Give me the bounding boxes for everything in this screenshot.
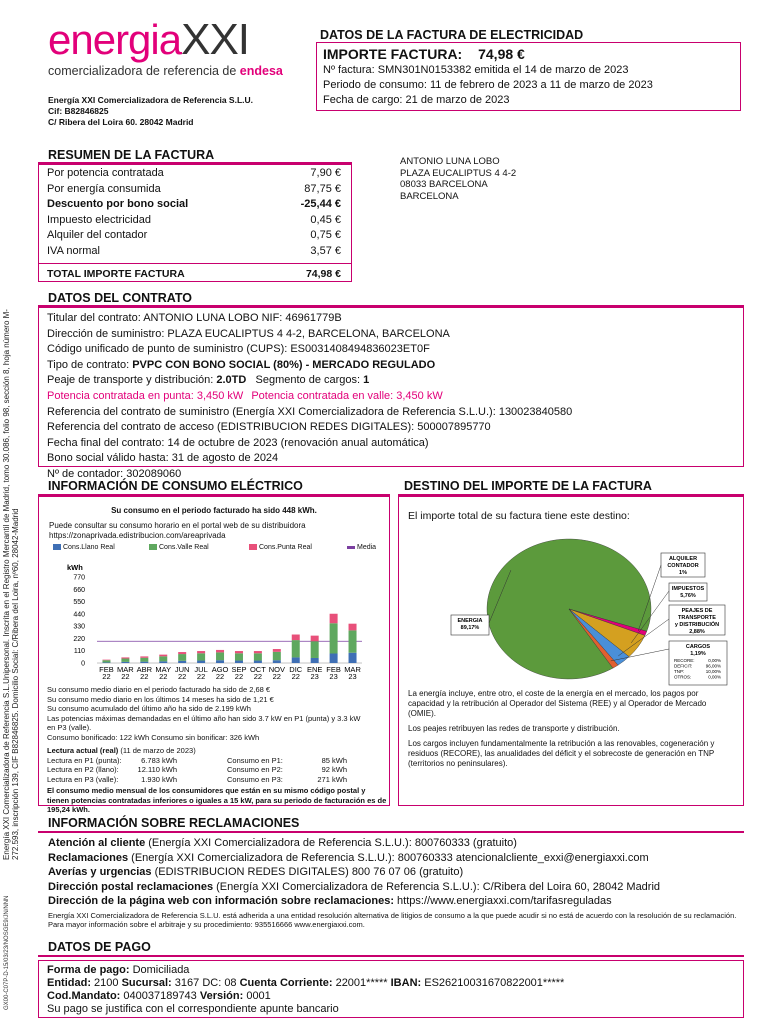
bar-segment [216, 652, 224, 660]
claims-title: INFORMACIÓN SOBRE RECLAMACIONES [48, 816, 300, 830]
cargos-detail-value: 0,00% [708, 658, 721, 663]
bar-segment [330, 614, 338, 623]
y-tick-label: 220 [73, 635, 85, 643]
pie-label-text: ALQUILER [668, 556, 698, 562]
destination-paragraphs: La energía incluye, entre otro, el coste de la energía en el mercado, los pagos por capacidad y la retribución al Operador del Sistema (REE) y al Operador de Mercado (OMIE). Los peajes retribuyen las redes de transporte y distribución. Los cargos incluyen fundamentalmente la retribución a las renovables, cogeneración y residuos (RECORE), las anualidades del déficit y el sobrecoste de generación en TNP (territorios no peninsulares). [408, 689, 715, 768]
logo-tagline: comercializadora de referencia de [48, 64, 237, 78]
claims-line: Averías y urgencias (EDISTRIBUCION REDES DIGITALES) 800 76 07 06 (gratuito) [48, 866, 464, 878]
bar-segment [235, 651, 243, 653]
claims-content [48, 836, 744, 930]
summary-row-energy: Por energía consumida 87,75 € [47, 182, 341, 195]
invoice-charge-date: Fecha de cargo: 21 de marzo de 2023 [323, 94, 510, 106]
contract-meter: Nº de contador: 302089060 [47, 467, 182, 480]
claims-line: Dirección de la página web con información sobre reclamaciones: https://www.energiaxxi.com/tarifasreguladas [48, 895, 612, 907]
x-tick-label: NOV [268, 665, 285, 674]
legend-punta: Cons.Punta Real [249, 544, 347, 551]
x-tick-label: 23 [329, 672, 338, 681]
payment-mandate: Cod.Mandato: 040037189743 Versión: 0001 [47, 990, 271, 1002]
payment-box [38, 960, 744, 1018]
recipient-address: ANTONIO LUNA LOBO PLAZA EUCALIPTUS 4 4-2 08033 BARCELONA BARCELONA [400, 156, 517, 202]
bar-segment [216, 660, 224, 663]
y-tick-label: 440 [73, 611, 85, 619]
pie-label-text: 2,88% [689, 629, 705, 635]
contract-type: Tipo de contrato: PVPC CON BONO SOCIAL (80%) - MERCADO REGULADO [47, 358, 436, 371]
bar-segment [197, 651, 205, 653]
pie-label-text: 1,19% [690, 651, 706, 657]
bar-segment [273, 649, 281, 652]
contract-toll: Peaje de transporte y distribución: 2.0TD Segmento de cargos: 1 [47, 374, 370, 387]
claims-line: Dirección postal reclamaciones (Energía XXI Comercializadora de Referencia S.L.U.): C/Ribera del Loira 60, 28042 Madrid [48, 880, 661, 893]
contract-title: DATOS DEL CONTRATO [48, 291, 192, 305]
reading-title: Lectura actual (real) (11 de marzo de 2023) [47, 746, 196, 755]
bar-segment [197, 653, 205, 660]
reading-row: Lectura en P1 (punta): 6.783 kWh Consumo en P1: 85 kWh [47, 755, 347, 765]
y-tick-label: 110 [73, 648, 85, 656]
x-tick-label: 23 [310, 672, 319, 681]
pie-label-text: PEAJES DE [681, 608, 713, 614]
contract-holder: Titular del contrato: ANTONIO LUNA LOBO NIF: 46961779B [47, 312, 342, 324]
contract-end-date: Fecha final del contrato: 14 de octubre de 2023 (renovación anual automática) [47, 436, 429, 449]
x-tick-label: MAR [344, 665, 361, 674]
bar-segment [140, 656, 148, 657]
contract-bono: Bono social válido hasta: 31 de agosto de 2024 [47, 452, 279, 465]
destination-intro: El importe total de su factura tiene este destino: [408, 510, 630, 522]
x-tick-label: 22 [291, 672, 300, 681]
cargos-detail-label: OTROS: [674, 674, 692, 680]
contract-power: Potencia contratada en punta: 3,450 kW Potencia contratada en valle: 3,450 kW [47, 389, 443, 402]
x-tick-label: 22 [140, 672, 149, 681]
bar-segment [254, 651, 262, 653]
y-tick-label: 330 [73, 623, 85, 631]
legend-llano: Cons.Llano Real [53, 544, 149, 551]
x-tick-label: 22 [121, 672, 130, 681]
bar-segment [292, 635, 300, 641]
legend-media: Media [347, 544, 376, 551]
company-cif: Cif: B82846825 [48, 106, 109, 116]
logo-brand: energia [48, 16, 182, 63]
bar-segment [178, 652, 186, 654]
bar-segment [349, 630, 357, 652]
bar-segment [235, 653, 243, 660]
pie-label-text: 5,76% [680, 593, 696, 599]
bar-segment [121, 659, 129, 662]
bar-segment [349, 624, 357, 631]
x-tick-label: 22 [102, 672, 111, 681]
bar-segment [292, 657, 300, 663]
summary-row-meter-rent: Alquiler del contador 0,75 € [47, 229, 341, 241]
bar-segment [178, 661, 186, 663]
logo-brand-suffix: XXI [181, 15, 250, 64]
pie-label-text: CARGOS [685, 644, 711, 650]
pie-label-energia [451, 615, 489, 635]
invoice-period: Periodo de consumo: 11 de febrero de 2023 a 11 de marzo de 2023 [323, 79, 653, 91]
bar-segment [273, 660, 281, 663]
bar-segment [197, 661, 205, 663]
x-tick-label: 22 [215, 672, 225, 681]
contract-ref-supply: Referencia del contrato de suministro (Energía XXI Comercializadora de Referencia S.L.U.): 130023840580 [47, 405, 573, 418]
consumption-title: INFORMACIÓN DE CONSUMO ELÉCTRICO [48, 479, 303, 493]
bar-segment [254, 653, 262, 660]
consumption-box [38, 496, 390, 814]
claims-line: Atención al cliente (Energía XXI Comercializadora de Referencia S.L.U.): 800760333 (gratuito) [48, 837, 517, 849]
destination-pie-chart [399, 531, 743, 686]
x-tick-label: OCT [249, 665, 266, 674]
x-tick-label: 22 [196, 672, 206, 681]
payment-title: DATOS DE PAGO [48, 940, 151, 954]
claims-note: Energía XXI Comercializadora de Referencia S.L.U. está adherida a una entidad resolución alternativa de litigios de consumo a la que puede acudir si no está de acuerdo con la resolución de su reclamación. Para mayor información sobre el arbitraje y su procedimiento: 935516666 www.energiaxxi.com. [48, 910, 737, 929]
x-tick-label: ENE [306, 665, 323, 674]
consumption-headline: Su consumo en el periodo facturado ha sido 448 kWh. [111, 506, 317, 515]
summary-row-vat: IVA normal 3,57 € [47, 244, 341, 257]
x-tick-label: MAY [155, 665, 172, 674]
bar-segment [178, 654, 186, 661]
x-tick-label: 23 [348, 672, 357, 681]
reading-row: Lectura en P3 (valle): 1.930 kWh Consumo en P3: 271 kWh [47, 774, 347, 784]
bar-segment [159, 656, 167, 661]
bar-segment [330, 623, 338, 653]
pie-label-alquiler [661, 553, 705, 577]
summary-title: RESUMEN DE LA FACTURA [48, 148, 215, 162]
payment-note: Su pago se justifica con el correspondiente apunte bancario [47, 1003, 339, 1015]
pie-label-text: 1% [679, 570, 687, 576]
company-address: C/ Ribera del Loira 60. 28042 Madrid [48, 117, 194, 127]
pie-label-impuestos [669, 583, 707, 601]
bar-segment [140, 662, 148, 663]
contract-ref-access: Referencia del contrato de acceso (EDISTRIBUCION REDES DIGITALES): 500007895770 [47, 421, 491, 434]
consumption-footer: El consumo medio mensual de los consumidores que están en su mismo código postal y tienen potencias contratadas inferiores o iguales a 15 kW, para su periodo de facturación es de 195,24 kWh. [47, 786, 387, 814]
consumption-notes: Su consumo medio diario en el periodo facturado ha sido de 2,68 € Su consumo medio diario en los últimos 14 meses ha sido de 1,21 € Su consumo acumulado del último año ha sido de 2.199 kWh Las potencias máximas demandadas en el último año han sido 3.7 kW en P1 (punta) y 3.3 kW en P3 (valle). Consumo bonificado: 122 kWh Consumo sin bonificar: 326 kWh Lectura actual (real) (11 de marzo de 2023) Lectura en P1 (punta): 6.783 kWh Consumo en P1: 85 kWh Lectura en P2 (llano): 12.110 kWh Consumo en P2: 92 kWh Lectura en P3 (valle): 1.930 kWh Consumo en P3: 271 kWh El consumo medio mensual de los consumidores que están en su mismo código postal y tienen potencias contratadas inferiores o iguales a 15 kW, para su periodo de facturación es de 195,24 kWh. [47, 685, 387, 814]
company-info [48, 95, 253, 128]
pie-label-text: CONTADOR [667, 563, 699, 569]
y-axis-label: kWh [67, 563, 83, 572]
logo [48, 15, 283, 78]
cargos-detail-value: 10,00% [705, 669, 721, 674]
company-name: Energía XXI Comercializadora de Referencia S.L.U. [48, 95, 254, 105]
claims-line: Reclamaciones (Energía XXI Comercializadora de Referencia S.L.U.): 800760333 atencionalcliente_exxi@energiaxxi.com [48, 851, 649, 864]
payment-divider [38, 955, 744, 957]
x-tick-label: SEP [231, 665, 247, 674]
claims-divider [38, 831, 744, 833]
bar-segment [121, 662, 129, 663]
legend-valle: Cons.Valle Real [149, 544, 249, 551]
destination-title: DESTINO DEL IMPORTE DE LA FACTURA [404, 479, 652, 493]
y-tick-label: 660 [73, 586, 85, 594]
summary-row-tax: Impuesto electricidad 0,45 € [47, 213, 341, 226]
x-tick-label: 22 [178, 672, 187, 681]
x-tick-label: AGO [211, 665, 229, 674]
logo-tagline-brand: endesa [239, 64, 283, 78]
payment-method: Forma de pago: Domiciliada [47, 964, 190, 976]
consumption-portal: Puede consultar su consumo horario en el portal web de su distribuidora https://zonaprivada.edistribucion.com/areaprivada [49, 521, 306, 540]
cargos-detail-value: 0,00% [708, 674, 721, 680]
bar-segment [330, 654, 338, 663]
pie-label-text: TRANSPORTE [678, 615, 716, 621]
bar-segment [311, 641, 319, 658]
bar-segment [254, 661, 262, 663]
pie-label-text: ENERGIA [457, 618, 483, 624]
invoice-amount: 74,98 € [478, 46, 525, 62]
pie-label-text: 89,17% [460, 625, 480, 631]
x-tick-label: 22 [253, 672, 263, 681]
pie-label-text: y DISTRIBUCIÓN [674, 622, 720, 628]
contract-cups: Código unificado de punto de suministro (CUPS): ES0031408494836023ET0F [47, 343, 430, 356]
contract-box [38, 307, 744, 480]
bar-segment [311, 636, 319, 642]
cargos-detail-label: RECORE: [674, 658, 695, 663]
destination-box [398, 496, 744, 806]
chart-legend [53, 544, 389, 551]
bar-segment [159, 655, 167, 657]
bar-segment [311, 658, 319, 663]
x-tick-label: 22 [159, 672, 168, 681]
summary-total: TOTAL IMPORTE FACTURA 74,98 € [47, 268, 341, 280]
bar-segment [102, 660, 110, 662]
side-code: GX00-C07P-D-15/03/23/NOSGE9/JN/NNN [4, 895, 10, 1010]
invoice-number: Nº factura: SMN301N0153382 emitida el 14 de marzo de 2023 [323, 64, 629, 76]
x-tick-label: MAR [117, 665, 134, 674]
payment-bank: Entidad: 2100 Sucursal: 3167 DC: 08 Cuenta Corriente: 22001***** IBAN: ES26210031670822001***** [47, 977, 565, 989]
bar-segment [273, 652, 281, 660]
invoice-amount-label: IMPORTE FACTURA: [323, 46, 463, 62]
summary-row-power: Por potencia contratada 7,90 € [47, 167, 341, 179]
y-tick-label: 550 [73, 599, 85, 607]
bar-segment [349, 653, 357, 663]
bar-segment [235, 661, 243, 663]
bar-segment [121, 657, 129, 658]
cargos-detail-label: TNP: [674, 669, 685, 674]
x-tick-label: JUL [194, 665, 208, 674]
x-tick-label: JUN [174, 665, 190, 674]
pie-label-text: IMPUESTOS [671, 586, 705, 592]
x-tick-label: 22 [234, 672, 244, 681]
bar-segment [159, 661, 167, 663]
invoice-title: DATOS DE LA FACTURA DE ELECTRICIDAD [320, 28, 584, 42]
cargos-detail-value: 96,00% [705, 663, 721, 669]
bar-segment [216, 650, 224, 652]
bar-segment [102, 660, 110, 661]
contract-address: Dirección de suministro: PLAZA EUCALIPTUS 4 4-2, BARCELONA, BARCELONA [47, 327, 450, 340]
y-tick-label: 770 [73, 574, 85, 582]
pie-label-peajes [669, 605, 725, 635]
bar-segment [102, 662, 110, 663]
x-tick-label: ABR [136, 665, 153, 674]
consumption-bar-chart [39, 561, 389, 686]
bar-segment [292, 640, 300, 657]
summary-row-discount: Descuento por bono social -25,44 € [47, 198, 341, 210]
cargos-detail-label: DEFICIT: [674, 663, 693, 669]
invoice-box [316, 42, 741, 111]
x-tick-label: FEB [326, 665, 341, 674]
x-tick-label: FEB [99, 665, 114, 674]
x-tick-label: DIC [289, 665, 303, 674]
reading-row: Lectura en P2 (llano): 12.110 kWh Consumo en P2: 92 kWh [47, 765, 347, 774]
y-tick-label: 0 [81, 660, 85, 668]
bar-segment [140, 658, 148, 662]
side-legal-text: Energía XXI Comercializadora de Referencia S.L.Unipersonal. Inscrita en el Registro Mercantil de Madrid, tomo 30.086, folio 98, sección 8, hoja número M-272.593, inscripción 139, CIF B82846825. Domicilio Social: C/Ribera del Loira, nº60, 28042-Madrid [2, 309, 20, 860]
x-tick-label: 22 [272, 672, 281, 681]
summary-box [38, 164, 352, 282]
